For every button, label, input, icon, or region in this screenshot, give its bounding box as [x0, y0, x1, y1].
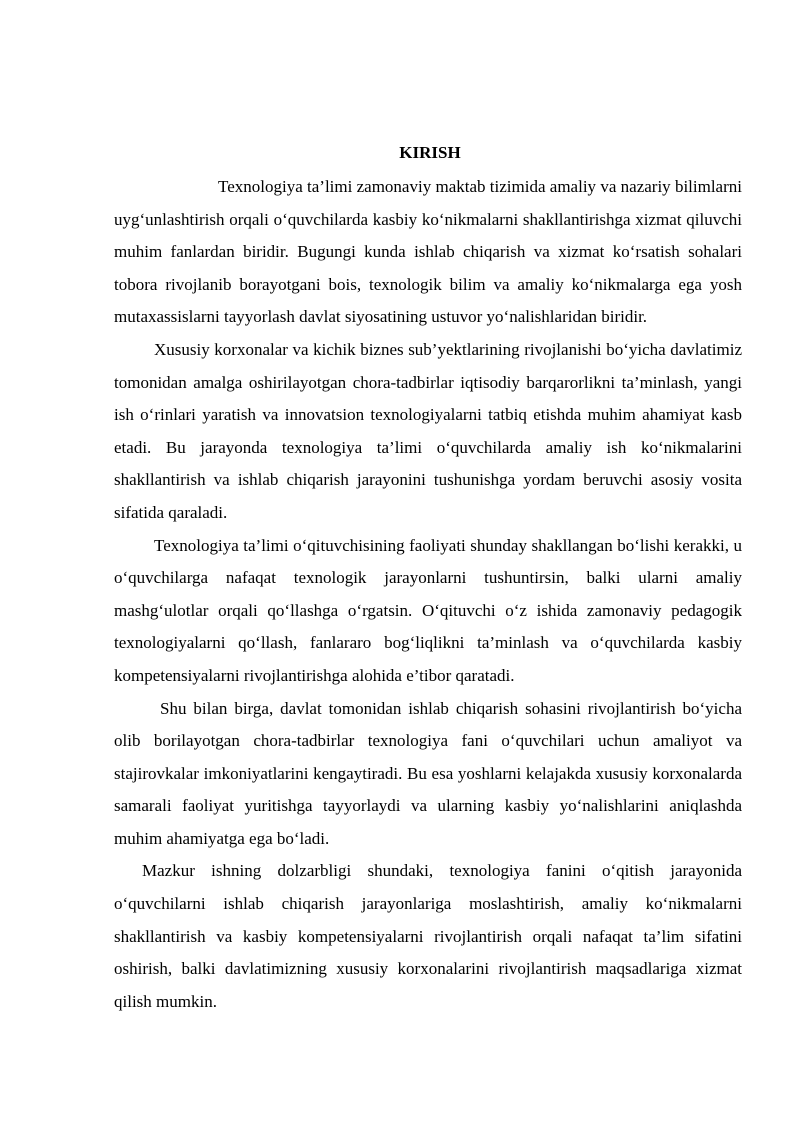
paragraph: Xususiy korxonalar va kichik biznes sub’yektlarining rivojlanishi bo‘yicha davlatimiz tomonidan amalga oshirilayotgan chora-tadbirlar iqtisodiy barqarorlikni ta’minlash, yangi ish o‘rinlari yaratish va innovatsion texnologiyalarni tatbiq etishda muhim ahamiyat kasb etadi. Bu jarayonda texnologiya ta’limi o‘quvchilarda amaliy ish ko‘nikmalarini shakllantirish va ishlab chiqarish jarayonini tushunishga yordam beruvchi asosiy vosita sifatida qaraladi. — [114, 339, 742, 522]
document-title: KIRISH — [399, 143, 461, 162]
paragraph: Shu bilan birga, davlat tomonidan ishlab chiqarish sohasini rivojlantirish bo‘yicha olib borilayotgan chora-tadbirlar texnologiya fani o‘quvchilari uchun amaliyot va stajirovkalar imkoniyatlarini kengaytiradi. Bu esa yoshlarni kelajakda xususiy korxonalarda samarali faoliyat yuritishga tayyorlaydi va ularning kasbiy yo‘nalishlarini aniqlashda muhim ahamiyatga ega bo‘ladi. — [114, 698, 742, 848]
paragraph: Mazkur ishning dolzarbligi shundaki, texnologiya fanini o‘qitish jarayonida o‘quvchilarni ishlab chiqarish jarayonlariga moslashtirish, amaliy ko‘nikmalarni shakllantirish va kasbiy kompetensiyalarni rivojlantirish orqali nafaqat ta’lim sifatini oshirish, balki davlatimizning xususiy korxonalarini rivojlantirish maqsadlariga xizmat qilish mumkin. — [114, 861, 742, 1011]
paragraph: Texnologiya ta’limi zamonaviy maktab tizimida amaliy va nazariy bilimlarni uyg‘unlashtirish orqali o‘quvchilarda kasbiy ko‘nikmalarni shakllantirishga xizmat qiluvchi muhim fanlardan biridir. Bugungi kunda ishlab chiqarish va xizmat ko‘rsatish sohalari tobora rivojlanib borayotgani bois, texnologik bilim va amaliy ko‘nikmalarga ega yosh mutaxassislarni tayyorlash davlat siyosatining ustuvor yo‘nalishlaridan biridir. — [114, 177, 742, 327]
document-body — [114, 171, 742, 1018]
paragraph: Texnologiya ta’limi o‘qituvchisining faoliyati shunday shakllangan bo‘lishi kerakki, u o‘quvchilarga nafaqat texnologik jarayonlarni tushuntirsin, balki ularni amaliy mashg‘ulotlar orqali qo‘llashga o‘rgatsin. O‘qituvchi o‘z ishida zamonaviy pedagogik texnologiyalarni qo‘llash, fanlararo bog‘liqlikni ta’minlash va o‘quvchilarda kasbiy kompetensiyalarni rivojlantirishga alohida e’tibor qaratadi. — [114, 535, 742, 685]
